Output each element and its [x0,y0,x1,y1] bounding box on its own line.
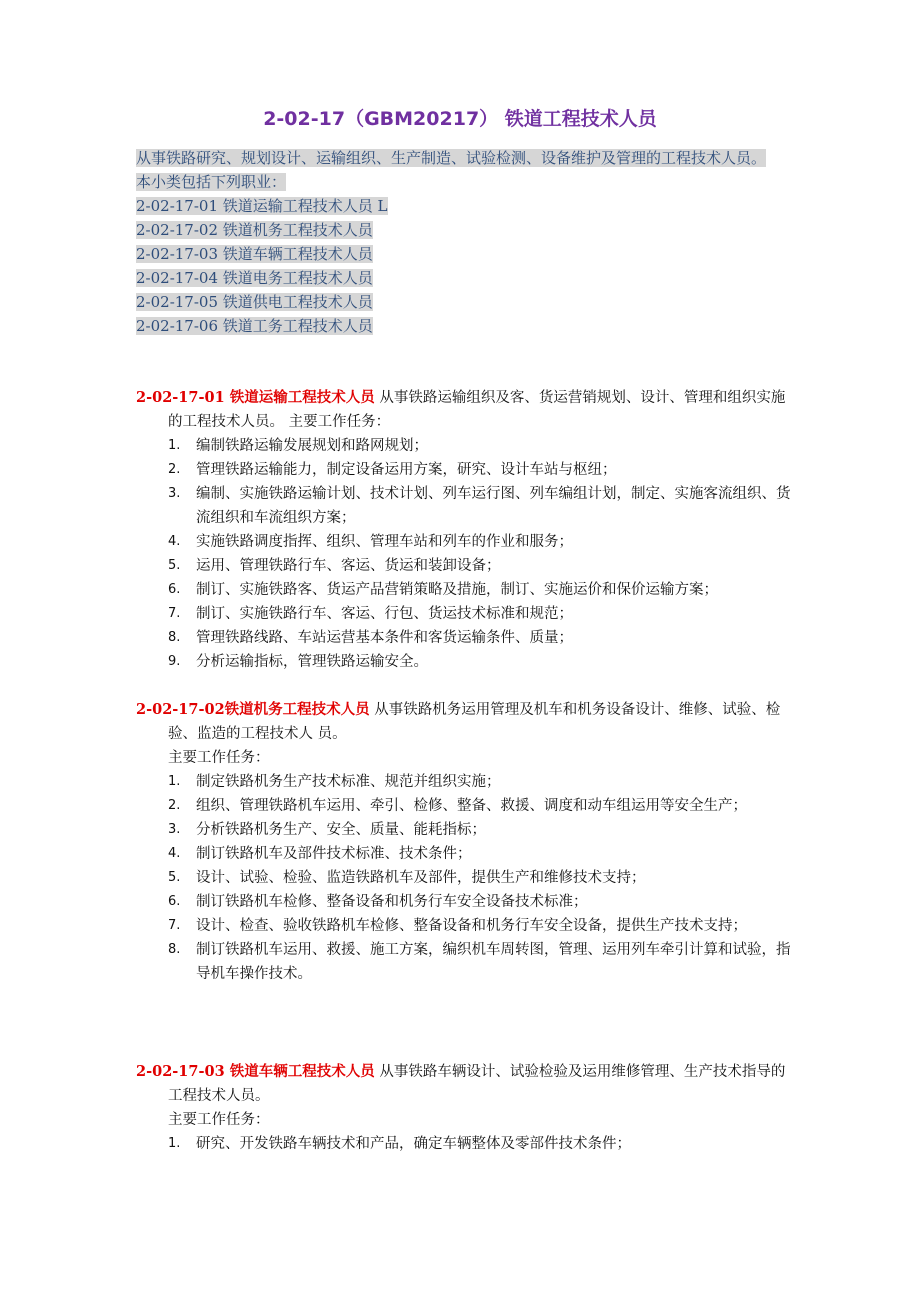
intro-occupation-item: 2-02-17-01 铁道运输工程技术人员 L [136,197,388,215]
task-item: 8. 管理铁路线路、车站运营基本条件和客货运输条件、质量； [168,630,573,646]
intro-list-label: 本小类包括下列职业： [136,173,287,191]
intro-occupation-item: 2-02-17-05 铁道供电工程技术人员 [136,293,373,311]
task-item: 1. 制定铁路机务生产技术标准、规范并组织实施； [168,774,501,790]
section-heading [136,386,796,434]
intro-description [136,146,796,170]
section-02 [136,698,796,986]
section-03 [136,1060,796,1156]
intro-description-text: 从事铁路研究、规划设计、运输组织、生产制造、试验检测、设备维护及管理的工程技术人员。 [136,149,767,167]
task-item: 5. 设计、试验、检验、监造铁路机车及部件，提供生产和维修技术支持； [168,870,646,886]
task-item: 3. 编制、实施铁路运输计划、技术计划、列车运行图、列车编组计划，制定、实施客流组织、货流组织和车流组织方案； [168,486,791,526]
intro-occupation-item: 2-02-17-06 铁道工务工程技术人员 [136,317,373,335]
task-item: 6. 制订铁路机车检修、整备设备和机务行车安全设备技术标准； [168,894,588,910]
intro-block [136,146,796,338]
section-01 [136,386,796,674]
section-heading [136,1060,796,1108]
section-code: 2-02-17-03 铁道车辆工程技术人员 [136,1063,375,1080]
task-list [136,770,796,986]
task-list [136,434,796,674]
tasks-label: 主要工作任务： [168,1112,270,1128]
intro-occupation-item: 2-02-17-03 铁道车辆工程技术人员 [136,245,373,263]
tasks-label: 主要工作任务： [168,750,270,766]
task-item: 2. 组织、管理铁路机车运用、牵引、检修、整备、救援、调度和动车组运用等安全生产； [168,798,747,814]
task-item: 8. 制订铁路机车运用、救援、施工方案，编织机车周转图，管理、运用列车牵引计算和试验，指导机车操作技术。 [168,942,791,982]
document-title: 2-02-17（GBM20217） 铁道工程技术人员 [263,108,657,130]
intro-occupation-item: 2-02-17-04 铁道电务工程技术人员 [136,269,373,287]
task-item: 1. 编制铁路运输发展规划和路网规划； [168,438,428,454]
section-description: 从事铁路运输组织及客、货运营销规划、设计、管理和组织实施的工程技术人员。 主要工作任务： [168,390,786,430]
section-description: 从事铁路机务运用管理及机车和机务设备设计、维修、试验、检验、监造的工程技术人 员。 [168,702,781,742]
section-description: 从事铁路车辆设计、试验检验及运用维修管理、生产技术指导的工程技术人员。 [168,1064,786,1104]
task-item: 5. 运用、管理铁路行车、客运、货运和装卸设备； [168,558,501,574]
task-item: 1. 研究、开发铁路车辆技术和产品，确定车辆整体及零部件技术条件； [168,1136,631,1152]
section-code: 2-02-17-01 铁道运输工程技术人员 [136,389,375,406]
task-list [136,1132,796,1156]
task-item: 7. 设计、检查、验收铁路机车检修、整备设备和机务行车安全设备，提供生产技术支持； [168,918,747,934]
task-item: 9. 分析运输指标，管理铁路运输安全。 [168,654,428,670]
task-item: 7. 制订、实施铁路行车、客运、行包、货运技术标准和规范； [168,606,573,622]
section-heading [136,698,796,746]
task-item: 3. 分析铁路机务生产、安全、质量、能耗指标； [168,822,486,838]
task-item: 4. 制订铁路机车及部件技术标准、技术条件； [168,846,472,862]
task-item: 6. 制订、实施铁路客、货运产品营销策略及措施，制订、实施运价和保价运输方案； [168,582,718,598]
task-item: 2. 管理铁路运输能力，制定设备运用方案，研究、设计车站与枢纽； [168,462,617,478]
task-item: 4. 实施铁路调度指挥、组织、管理车站和列车的作业和服务； [168,534,573,550]
section-code: 2-02-17-02铁道机务工程技术人员 [136,701,370,718]
intro-occupation-item: 2-02-17-02 铁道机务工程技术人员 [136,221,373,239]
